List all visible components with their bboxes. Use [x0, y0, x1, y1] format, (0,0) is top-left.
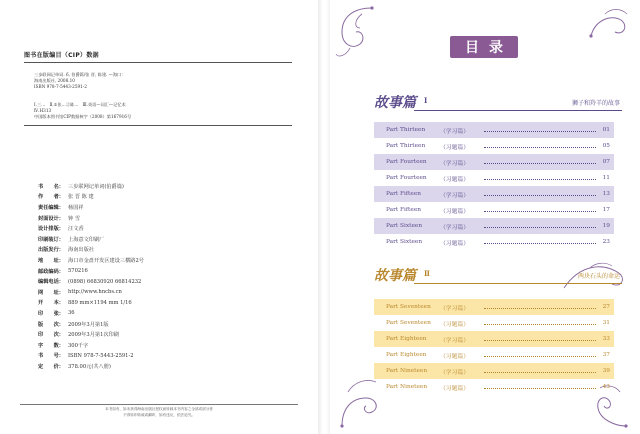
toc-heading — [450, 36, 518, 58]
info-value: 海口市金盘开发区建设三横路2号 — [68, 257, 144, 264]
info-label: 印 次： — [38, 332, 64, 339]
publication-info — [38, 181, 298, 372]
cip-classification-lines: Ⅰ.三… Ⅱ.①张…②陈… Ⅲ.英语—词汇—记忆术 Ⅳ.H313 中国版本图书馆CIP数据核字（2008）第167916号 — [34, 102, 132, 120]
info-row — [38, 276, 298, 287]
toc-page-number: 43 — [602, 384, 610, 390]
info-label: 封面设计： — [38, 215, 64, 222]
toc-entry[interactable] — [374, 315, 614, 331]
dot-leader — [484, 227, 596, 228]
chapter-subtitle: 狮子和羚羊的故事 — [571, 100, 620, 107]
toc-part-name: Part Nineteen — [386, 368, 428, 374]
info-label: 网 址： — [38, 289, 64, 296]
toc-entry[interactable] — [374, 122, 614, 138]
toc-entry[interactable] — [374, 138, 614, 154]
info-value: 张 晋 陈 建 — [68, 194, 94, 201]
toc-entry-kind: （学习篇） — [440, 160, 469, 167]
info-value: ISBN 978-7-5443-2591-2 — [68, 352, 134, 359]
divider — [414, 110, 622, 111]
toc-entry[interactable] — [374, 154, 614, 170]
toc-page-number: 37 — [602, 352, 610, 358]
info-row — [38, 192, 298, 203]
dot-leader — [484, 163, 596, 164]
info-value: 2009年3月第1次印刷 — [68, 332, 119, 339]
toc-entry-kind: （习题篇） — [440, 240, 469, 247]
info-row — [38, 266, 298, 277]
toc-part-name: Part Fifteen — [386, 207, 421, 213]
toc-part-name: Part Fifteen — [386, 191, 421, 197]
toc-page-number: 19 — [602, 223, 610, 229]
toc-page-number: 07 — [602, 159, 610, 165]
chapter-logo: 故事篇 — [374, 268, 416, 284]
info-value: 三步联网记单词(伯爵篇) — [68, 183, 124, 190]
info-row — [38, 223, 298, 234]
info-label: 印刷装订： — [38, 236, 64, 243]
info-value: 378.00元(共八册) — [68, 363, 111, 370]
info-label: 设计排版： — [38, 226, 64, 233]
toc-part-name: Part Thirteen — [386, 127, 426, 133]
info-value: 汪文香 — [68, 226, 84, 233]
toc-part-name: Part Fourteen — [386, 175, 427, 181]
info-value: 2009年3月第1版 — [68, 321, 109, 328]
toc-page-number: 05 — [602, 143, 610, 149]
toc-entry[interactable] — [374, 363, 614, 379]
toc-entry[interactable] — [374, 331, 614, 347]
chapter-heading — [374, 92, 624, 116]
chapter-heading — [374, 265, 624, 289]
toc-entry-kind: （学习篇） — [440, 337, 469, 344]
toc-entry[interactable] — [374, 234, 614, 250]
toc-part-name: Part Eighteen — [386, 352, 427, 358]
toc-part-name: Part Thirteen — [386, 143, 426, 149]
toc-part-name: Part Fourteen — [386, 159, 427, 165]
toc-entry[interactable] — [374, 379, 614, 395]
toc-list — [374, 122, 614, 250]
dot-leader — [484, 372, 596, 373]
dot-leader — [484, 340, 596, 341]
dot-leader — [484, 356, 596, 357]
info-row — [38, 351, 298, 362]
dot-leader — [484, 243, 596, 244]
toc-part-name: Part Nineteen — [386, 384, 428, 390]
info-value: 上海意文印刷厂 — [68, 236, 105, 243]
chapter-subtitle: 两块石头的命运 — [577, 273, 620, 280]
toc-page-number: 27 — [602, 304, 610, 310]
toc-part-name: Part Sixteen — [386, 223, 423, 229]
page-title: 目录 — [465, 40, 513, 56]
info-label: 地 址： — [38, 257, 64, 264]
dot-leader — [484, 388, 596, 389]
divider — [414, 283, 622, 284]
chapter-logo: 故事篇 — [374, 95, 416, 111]
toc-entry[interactable] — [374, 170, 614, 186]
toc-part-name: Part Seventeen — [386, 304, 431, 310]
toc-entry-kind: （习题篇） — [440, 208, 469, 215]
footnote-line: 不得转印转载或翻印，如有违反，依法追究。 — [123, 412, 195, 417]
info-row — [38, 255, 298, 266]
dot-leader — [484, 147, 596, 148]
info-label: 书 号： — [38, 353, 64, 360]
info-row — [38, 319, 298, 330]
toc-entry[interactable] — [374, 347, 614, 363]
toc-part-name: Part Eighteen — [386, 336, 427, 342]
dot-leader — [484, 308, 596, 309]
toc-entry[interactable] — [374, 202, 614, 218]
toc-part-name: Part Sixteen — [386, 239, 423, 245]
dot-leader — [484, 195, 596, 196]
cip-title: 图书在版编目（CIP）数据 — [24, 52, 99, 59]
toc-entry-kind: （习题篇） — [440, 321, 469, 328]
toc-page-number: 13 — [602, 191, 610, 197]
info-label: 编辑电话： — [38, 279, 64, 286]
chapter-number: Ⅰ — [424, 96, 428, 105]
info-row — [38, 361, 298, 372]
toc-page-number: 01 — [602, 127, 610, 133]
toc-entry[interactable] — [374, 299, 614, 315]
toc-part-name: Part Seventeen — [386, 320, 431, 326]
dot-leader — [484, 179, 596, 180]
info-value: 海南出版社 — [68, 247, 94, 254]
info-row — [38, 287, 298, 298]
info-row — [38, 245, 298, 256]
toc-entry-kind: （习题篇） — [440, 144, 469, 151]
info-row — [38, 181, 298, 192]
toc-entry[interactable] — [374, 186, 614, 202]
info-value: 300千字 — [68, 342, 89, 349]
toc-page — [330, 0, 640, 434]
info-value: 889 mm×1194 mm 1/16 — [68, 299, 132, 306]
info-row — [38, 329, 298, 340]
info-row — [38, 308, 298, 319]
info-label: 印 张： — [38, 310, 64, 317]
toc-entry-kind: （习题篇） — [440, 385, 469, 392]
footnote-line: 本书如有、如未获得海南出版社授权而转载本书内容之全部或部分者 — [105, 407, 213, 411]
info-label: 书 名： — [38, 183, 64, 190]
toc-page-number: 23 — [602, 239, 610, 245]
toc-list — [374, 299, 614, 395]
toc-page-number: 39 — [602, 368, 610, 374]
info-value: 杨国祥 — [68, 204, 84, 211]
info-label: 字 数： — [38, 342, 64, 349]
toc-entry-kind: （学习篇） — [440, 369, 469, 376]
info-value: 钟 雪 — [68, 215, 81, 222]
dot-leader — [484, 211, 596, 212]
toc-entry-kind: （学习篇） — [440, 128, 469, 135]
toc-page-number: 31 — [602, 320, 610, 326]
corner-flourish-icon — [332, 4, 378, 64]
toc-entry-kind: （习题篇） — [440, 353, 469, 360]
toc-entry-kind: （学习篇） — [440, 192, 469, 199]
toc-page-number: 17 — [602, 207, 610, 213]
info-label: 邮政编码： — [38, 268, 64, 275]
info-row — [38, 298, 298, 309]
dot-leader — [484, 131, 596, 132]
info-label: 出版发行： — [38, 247, 64, 254]
toc-entry-kind: （习题篇） — [440, 176, 469, 183]
info-label: 定 价： — [38, 363, 64, 370]
divider — [24, 125, 292, 126]
info-row — [38, 340, 298, 351]
info-label: 版 次： — [38, 321, 64, 328]
book-spine — [318, 0, 330, 434]
info-value: (0898) 66830920 66814232 — [68, 278, 142, 285]
info-value: 570216 — [68, 268, 88, 275]
toc-entry[interactable] — [374, 218, 614, 234]
toc-page-number: 11 — [602, 175, 610, 181]
info-label: 作 者： — [38, 194, 64, 201]
divider — [20, 404, 298, 405]
footnote — [20, 407, 298, 419]
cip-catalog-lines: 三步联网记单词. 6, 伯爵篇/张 晋, 陈建. —海口： 海南出版社, 2008.10 ISBN 978-7-5443-2591-2 — [34, 72, 126, 90]
dot-leader — [484, 324, 596, 325]
info-label: 责任编辑： — [38, 204, 64, 211]
info-label: 开 本： — [38, 300, 64, 307]
corner-flourish-icon — [585, 6, 633, 46]
info-row — [38, 213, 298, 224]
info-value: 36 — [68, 310, 75, 317]
divider — [24, 62, 292, 63]
toc-page-number: 33 — [602, 336, 610, 342]
info-row — [38, 234, 298, 245]
toc-entry-kind: （学习篇） — [440, 305, 469, 312]
copyright-page — [0, 0, 318, 434]
chapter-number: Ⅱ — [424, 269, 430, 278]
info-value: http://www.hncbs.cn — [68, 289, 122, 296]
toc-entry-kind: （学习篇） — [440, 224, 469, 231]
info-row — [38, 202, 298, 213]
